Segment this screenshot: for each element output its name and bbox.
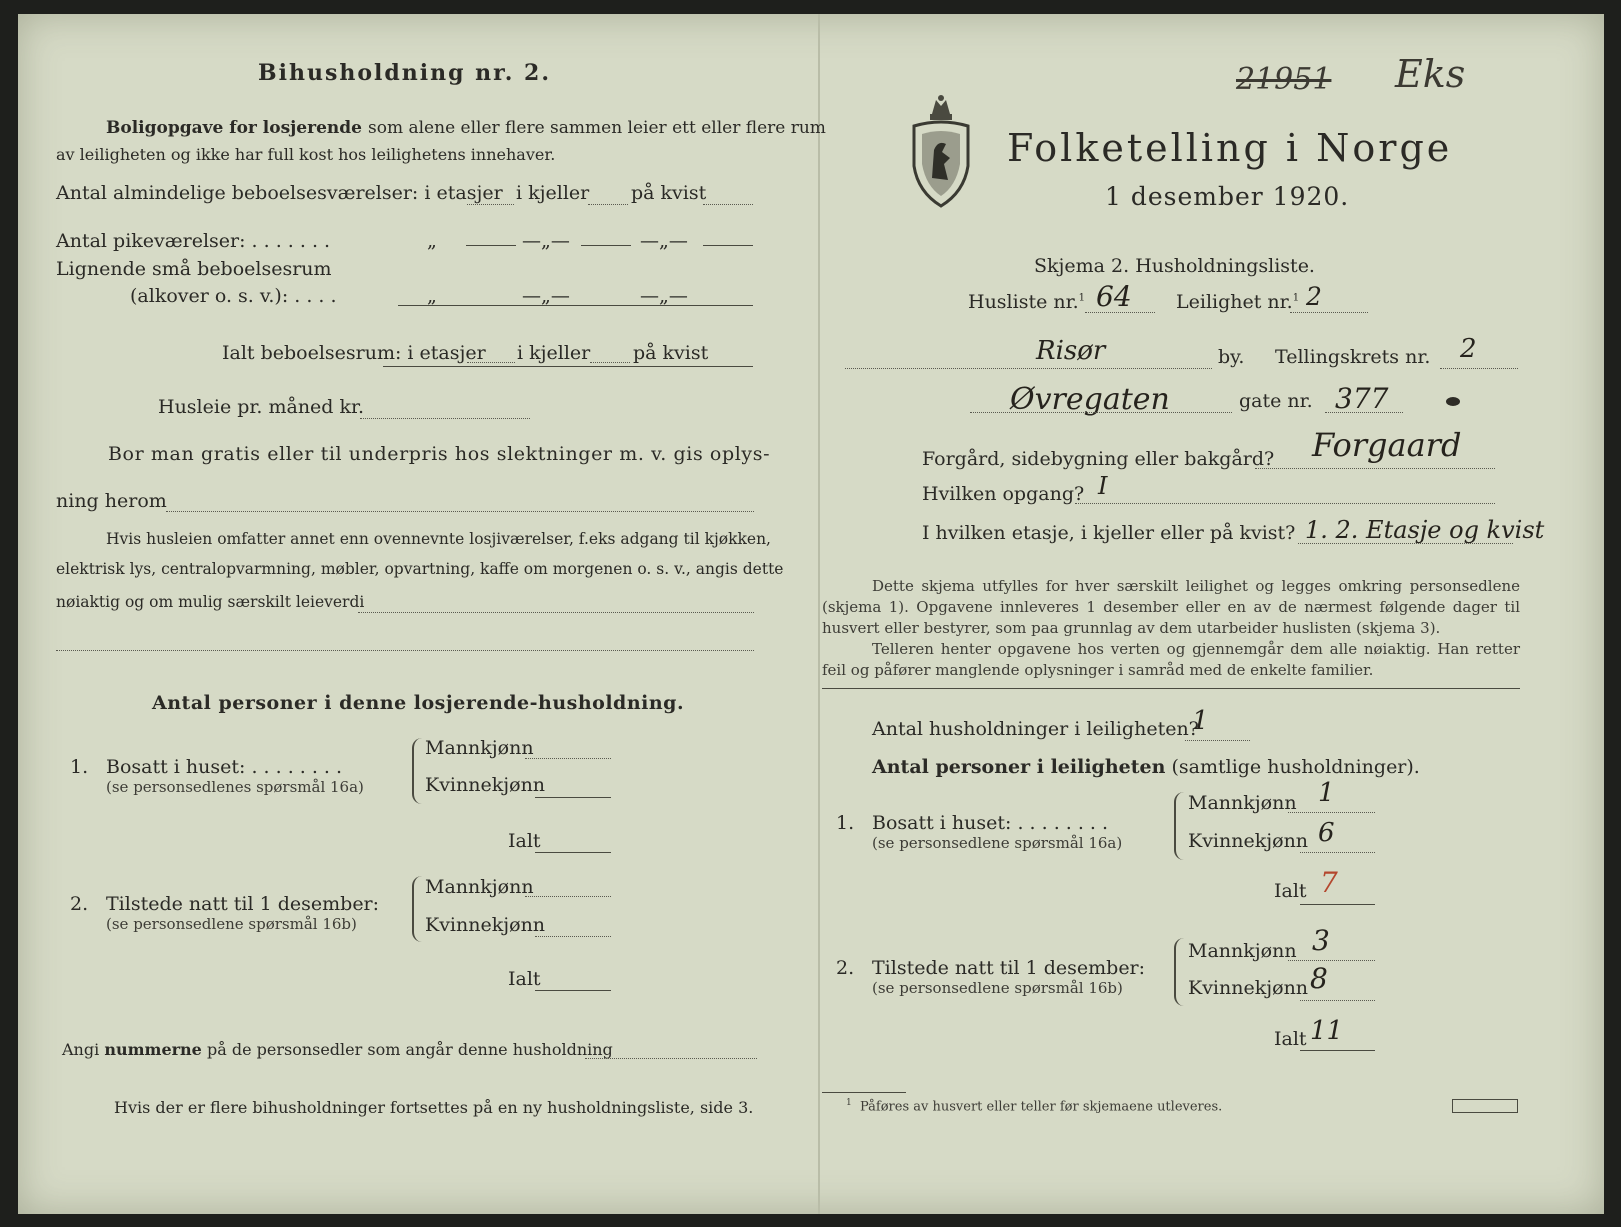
intro-line-2: av leiligheten og ikke har full kost hos leilighetens innehaver. [56, 145, 556, 164]
left-q2-number: 2. [70, 893, 89, 915]
right-q1-total-label: Ialt [1274, 880, 1307, 902]
free-rent-field[interactable] [166, 511, 754, 512]
archive-number: 21951 [1236, 62, 1332, 97]
free-rent-line-2: ning herom [56, 490, 167, 512]
left-q1-number: 1. [70, 756, 89, 778]
instructions-2: Telleren henter opgavene hos verten og gjennemgår dem alle nøiaktig. Han retter feil og påfører manglende oplysninger i samråd med de enkelte familier. [822, 640, 1520, 679]
left-q2-sub: (se personsedlene spørsmål 16b) [106, 915, 357, 933]
maid-rooms-field[interactable] [581, 245, 631, 246]
apartment-field [1290, 312, 1368, 313]
right-q2-brace [1174, 938, 1186, 1006]
households-field [1185, 740, 1250, 741]
printer-stamp-icon [1452, 1099, 1518, 1113]
left-persons-heading: Antal personer i denne losjerende-husholdning. [152, 692, 685, 714]
rent-field[interactable] [360, 418, 530, 419]
street-number-field [1325, 412, 1403, 413]
archive-place: Eks [1395, 52, 1466, 96]
left-q1-total-label: Ialt [508, 830, 541, 852]
ditto-mark: „ [427, 230, 437, 252]
left-q2-brace [412, 876, 424, 942]
total-cellar-label: i kjeller [517, 342, 591, 364]
house-list-label: Husliste nr.$^1$ [968, 291, 1086, 313]
floor-field [1298, 543, 1513, 544]
right-title: Folketelling i Norge [1007, 126, 1453, 170]
house-list-field [1085, 312, 1155, 313]
instructions-1: Dette skjema utfylles for hver særskilt leilighet og legges omkring personsedlene (skjema 1). Opgavene innleveres 1 desember eller en av de nærmest følgende dager til husvert eller bestyrer, som paa grunnlag av dem utarbeider huslisten (skjema 3). [822, 577, 1520, 637]
yard-field [1255, 468, 1495, 469]
right-q1-total-field [1300, 904, 1375, 905]
left-q1-male-field[interactable] [525, 758, 611, 759]
left-footer: Hvis der er flere bihusholdninger fortsettes på en ny husholdningsliste, side 3. [114, 1098, 754, 1117]
ditto-mark: —„— [522, 285, 570, 307]
census-date: 1 desember 1920. [1105, 182, 1350, 211]
footnote-rule [822, 1092, 906, 1093]
rooms-attic-field[interactable] [703, 204, 753, 205]
maid-rooms-field[interactable] [466, 245, 516, 246]
schema-label: Skjema 2. Husholdningsliste. [1034, 255, 1315, 277]
instructions-divider [822, 688, 1520, 689]
left-q1-female-label: Kvinnekjønn [425, 774, 546, 796]
yard-label: Forgård, sidebygning eller bakgård? [922, 448, 1275, 470]
rooms-cellar-field[interactable] [588, 204, 628, 205]
left-q1-total-field[interactable] [535, 852, 611, 853]
rooms-label: Antal almindelige beboelsesværelser: i etasjer [56, 182, 503, 204]
maid-rooms-field[interactable] [703, 245, 753, 246]
district-field [1440, 368, 1518, 369]
entrance-value[interactable]: I [1098, 472, 1108, 500]
numbers-field[interactable] [585, 1058, 757, 1059]
total-cellar-field[interactable] [590, 362, 630, 363]
right-q1-sub: (se personsedlene spørsmål 16a) [872, 834, 1123, 852]
left-q2-female-field[interactable] [535, 936, 611, 937]
right-q2-sub: (se personsedlene spørsmål 16b) [872, 979, 1123, 997]
right-q2-male-value[interactable]: 3 [1312, 924, 1330, 957]
households-value[interactable]: 1 [1192, 706, 1209, 736]
extra-field-2[interactable] [56, 650, 754, 651]
right-q1-male-value[interactable]: 1 [1318, 778, 1335, 808]
ditto-mark: „ [427, 285, 437, 307]
total-etasjer-field[interactable] [467, 362, 515, 363]
entrance-field [1075, 503, 1495, 504]
right-q2-female-field [1300, 1000, 1375, 1001]
right-q2-total-field [1300, 1050, 1375, 1051]
coat-of-arms-icon [908, 92, 974, 210]
left-q2-total-field[interactable] [535, 990, 611, 991]
left-q2-label: Tilstede natt til 1 desember: [106, 893, 380, 915]
rooms-etasjer-field[interactable] [467, 204, 514, 205]
district-value[interactable]: 2 [1460, 334, 1477, 364]
total-attic-label: på kvist [633, 342, 709, 364]
extra-line-1: Hvis husleien omfatter annet enn ovennevnte losjiværelser, f.eks adgang til kjøkken, [106, 530, 771, 548]
right-q1-female-value[interactable]: 6 [1318, 818, 1335, 848]
page-fold [818, 14, 820, 1214]
extra-field[interactable] [358, 612, 754, 613]
total-rooms-underline [383, 366, 753, 367]
small-rooms-label: Lignende små beboelsesrum [56, 258, 332, 280]
right-q1-female-field [1300, 852, 1375, 853]
right-q1-male-field [1288, 812, 1375, 813]
right-q1-label: Bosatt i huset: . . . . . . . . [872, 812, 1109, 834]
street-field [970, 412, 1232, 413]
left-q1-sub: (se personsedlenes spørsmål 16a) [106, 778, 364, 796]
free-rent-line-1: Bor man gratis eller til underpris hos slektninger m. v. gis oplys- [108, 443, 771, 465]
footnote: $^1$ Påføres av husvert eller teller før skjemaene utleveres. [846, 1098, 1223, 1115]
numbers-line: Angi nummerne på de personsedler som angår denne husholdning [62, 1040, 613, 1059]
right-q2-total-value[interactable]: 11 [1310, 1016, 1344, 1046]
right-q2-total-label: Ialt [1274, 1028, 1307, 1050]
city-value[interactable]: Risør [1036, 336, 1106, 366]
right-persons-heading: Antal personer i leiligheten (samtlige husholdninger). [872, 756, 1420, 778]
floor-label: I hvilken etasje, i kjeller eller på kvist? [922, 522, 1296, 544]
right-q2-male-field [1288, 960, 1375, 961]
apartment-label: Leilighet nr.$^1$ [1176, 291, 1300, 313]
street-value[interactable]: Øvregaten [1010, 382, 1170, 417]
rooms-cellar-label: i kjeller [516, 182, 590, 204]
left-q1-label: Bosatt i huset: . . . . . . . . [106, 756, 343, 778]
total-rooms-label: Ialt beboelsesrum: i etasjer [222, 342, 486, 364]
ditto-mark: —„— [522, 230, 570, 252]
left-q1-brace [412, 738, 424, 804]
right-q1-brace [1174, 792, 1186, 860]
city-label: by. [1218, 346, 1245, 368]
small-rooms-field[interactable] [398, 305, 753, 306]
small-rooms-sublabel: (alkover o. s. v.): . . . . [130, 285, 337, 307]
extra-line-2: elektrisk lys, centralopvarmning, møbler, opvartning, kaffe om morgenen o. s. v., angis dette [56, 560, 784, 578]
households-label: Antal husholdninger i leiligheten? [872, 718, 1199, 740]
left-q1-female-field[interactable] [535, 797, 611, 798]
intro-line-1: Boligopgave for losjerende som alene eller flere sammen leier ett eller flere rum [106, 118, 826, 138]
left-q2-female-label: Kvinnekjønn [425, 914, 546, 936]
right-q2-female-value[interactable]: 8 [1310, 962, 1328, 995]
rooms-attic-label: på kvist [631, 182, 707, 204]
right-q1-male-label: Mannkjønn [1188, 792, 1297, 814]
left-title: Bihusholdning nr. 2. [258, 60, 551, 86]
apartment-value[interactable]: 2 [1306, 282, 1322, 311]
ditto-mark: —„— [640, 285, 688, 307]
left-q2-total-label: Ialt [508, 968, 541, 990]
ditto-mark: —„— [640, 230, 688, 252]
street-label: gate nr. [1239, 390, 1313, 412]
street-number-value[interactable]: 377 [1335, 382, 1389, 415]
entrance-label: Hvilken opgang? [922, 483, 1085, 505]
right-q1-number: 1. [836, 812, 855, 834]
right-q1-female-label: Kvinnekjønn [1188, 830, 1309, 852]
ink-blot [1446, 397, 1460, 406]
left-q1-male-label: Mannkjønn [425, 737, 534, 759]
left-q2-male-field[interactable] [525, 896, 611, 897]
right-q1-total-value[interactable]: 7 [1320, 866, 1338, 899]
maid-rooms-label: Antal pikeværelser: . . . . . . . [56, 230, 331, 252]
right-q2-number: 2. [836, 957, 855, 979]
right-q2-female-label: Kvinnekjønn [1188, 977, 1309, 999]
house-list-value[interactable]: 64 [1096, 280, 1132, 313]
floor-value[interactable]: 1. 2. Etasje og kvist [1305, 516, 1545, 544]
left-q2-male-label: Mannkjønn [425, 876, 534, 898]
right-q2-male-label: Mannkjønn [1188, 940, 1297, 962]
rent-label: Husleie pr. måned kr. [158, 396, 365, 418]
extra-line-3: nøiaktig og om mulig særskilt leieverdi [56, 593, 365, 611]
district-label: Tellingskrets nr. [1275, 346, 1431, 368]
yard-value[interactable]: Forgaard [1312, 426, 1462, 464]
right-q2-label: Tilstede natt til 1 desember: [872, 957, 1146, 979]
city-field [845, 368, 1212, 369]
